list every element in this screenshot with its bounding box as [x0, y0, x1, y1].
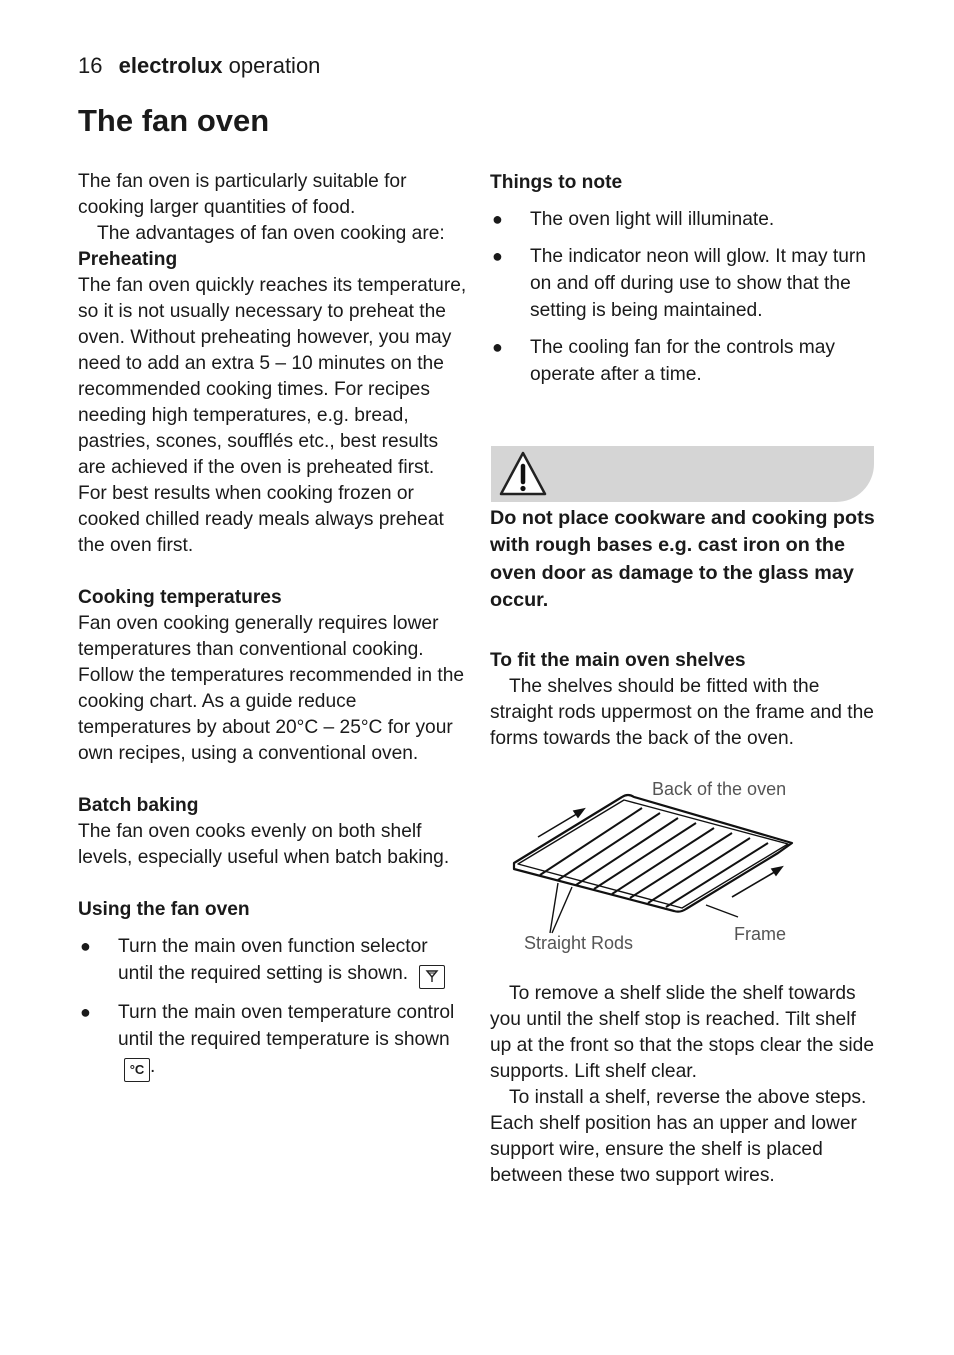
fit-shelves-heading: To fit the main oven shelves	[490, 650, 746, 671]
note-text: The indicator neon will glow. It may turn on and off during use to show that the setting is being maintained.	[530, 246, 866, 321]
warning-text: Do not place cookware and cooking pots with rough bases e.g. cast iron on the oven door as damage to the glass may occur.	[490, 507, 875, 612]
bullet-icon: ●	[80, 936, 91, 956]
list-item	[490, 243, 880, 324]
brand-name: electrolux	[118, 53, 223, 78]
step-text: Turn the main oven temperature control until the required temperature is shown	[118, 1002, 455, 1050]
page-header	[78, 53, 320, 79]
temperatures-heading: Cooking temperatures	[78, 587, 282, 608]
using-steps-list	[78, 933, 468, 1082]
notes-list	[490, 206, 880, 388]
advantages-paragraph: The advantages of fan oven cooking are:	[97, 223, 445, 244]
removal-section	[490, 981, 880, 1189]
shelves-section	[490, 648, 880, 752]
bullet-icon: ●	[492, 246, 503, 266]
warning-banner	[491, 446, 874, 502]
bullet-icon: ●	[492, 209, 503, 229]
page-title: The fan oven	[78, 103, 270, 138]
straight-rods	[540, 808, 768, 907]
fan-symbol-icon	[419, 965, 445, 989]
using-fan-oven-heading: Using the fan oven	[78, 899, 250, 920]
shelf-diagram	[500, 775, 820, 965]
note-text: The oven light will illuminate.	[530, 209, 775, 230]
preheating-heading: Preheating	[78, 249, 178, 270]
straight-rods-label: Straight Rods	[524, 933, 634, 953]
list-item	[490, 334, 880, 388]
warning-triangle-icon	[497, 449, 549, 499]
left-column	[78, 169, 468, 1082]
list-item	[78, 933, 468, 989]
bullet-icon: ●	[80, 1002, 91, 1022]
celsius-symbol-icon: °C	[124, 1058, 150, 1082]
things-to-note-heading: Things to note	[490, 172, 623, 193]
temperatures-paragraph: Fan oven cooking generally requires lower temperatures than conventional cooking. Follow the temperatures recommended in the cooking chart. As a guide reduce temperatures by about 20°C – 25°C for your own recipes, using a conventional oven.	[78, 613, 465, 764]
list-item	[490, 206, 880, 233]
step-tail: .	[150, 1056, 156, 1077]
right-column	[490, 170, 880, 388]
intro-paragraph: The fan oven is particularly suitable for cooking larger quantities of food.	[78, 171, 407, 218]
step-text: Turn the main oven function selector until the required setting is shown.	[118, 936, 428, 984]
back-of-oven-label: Back of the oven	[652, 779, 787, 799]
fit-shelves-paragraph: The shelves should be fitted with the straight rods uppermost on the frame and the forms towards the back of the oven.	[490, 676, 874, 749]
page-number: 16	[78, 53, 103, 78]
frame-label: Frame	[734, 924, 787, 944]
preheating-paragraph: The fan oven quickly reaches its temperature, so it is not usually necessary to preheat the oven. Without preheating however, you may need to add an extra 5 – 10 minutes on the recommended cooking times. For recipes needing high temperatures, e.g. bread, pastries, scones, soufflés etc., best results are achieved if the oven is preheated first. For best results when cooking frozen or cooked chilled ready meals always preheat the oven first.	[78, 275, 467, 556]
batch-baking-paragraph: The fan oven cooks evenly on both shelf levels, especially useful when batch baking.	[78, 821, 450, 868]
section-name: operation	[228, 53, 321, 78]
list-item	[78, 999, 468, 1082]
batch-baking-heading: Batch baking	[78, 795, 199, 816]
install-shelf-paragraph: To install a shelf, reverse the above steps. Each shelf position has an upper and lower support wire, ensure the shelf is placed between these two support wires.	[490, 1087, 867, 1186]
remove-shelf-paragraph: To remove a shelf slide the shelf towards you until the shelf stop is reached. Tilt shelf up at the front so that the stops clear the side supports. Lift shelf clear.	[490, 983, 874, 1082]
bullet-icon: ●	[492, 337, 503, 357]
note-text: The cooling fan for the controls may operate after a time.	[530, 337, 836, 385]
